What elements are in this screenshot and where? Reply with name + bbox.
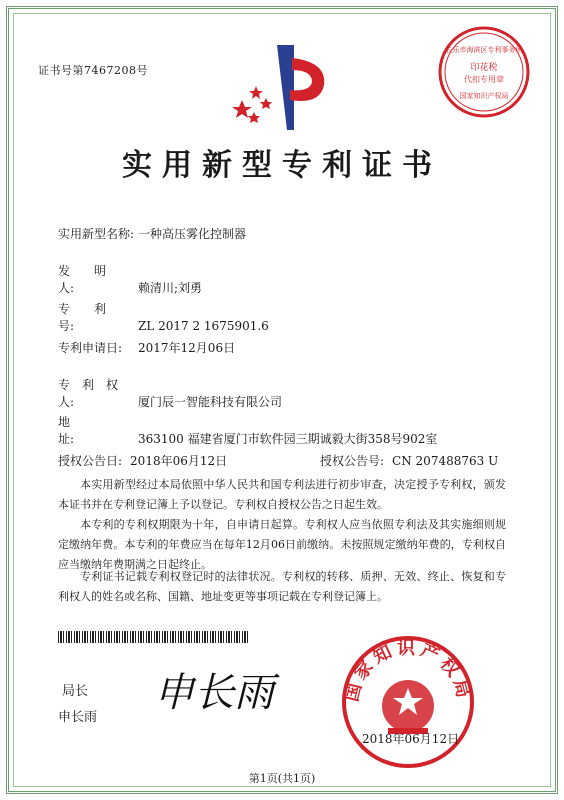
- barcode: [58, 631, 248, 643]
- field-application-date: [58, 339, 235, 356]
- seal-small-line-4: 国家知识产权局: [459, 92, 509, 100]
- field-value: ZL 2017 2 1675901.6: [138, 319, 269, 333]
- director-name: 申长雨: [58, 710, 98, 725]
- cnipa-official-seal: [338, 632, 478, 772]
- grant-number-value: CN 207488763 U: [392, 454, 499, 468]
- seal-small-line-3: 代扣专用章: [464, 75, 504, 84]
- field-label: 专利申请日:: [58, 341, 123, 355]
- field-label: 实用新型名称:: [58, 227, 135, 241]
- director-title: 局长: [62, 684, 89, 699]
- cnipa-logo-icon: [232, 40, 342, 140]
- body-paragraphs-2: [58, 567, 506, 607]
- field-label: 专 利 号:: [58, 302, 131, 333]
- field-value: 厦门辰一智能科技有限公司: [138, 395, 283, 409]
- grant-date-label: 授权公告日:: [58, 454, 123, 468]
- seal-arc-text: 国家知识产权局: [341, 638, 475, 704]
- tax-seal-stamp: [434, 22, 534, 122]
- field-utility-model-name: [58, 225, 246, 242]
- body-paragraphs-1: [58, 475, 506, 575]
- grant-row: [58, 452, 518, 469]
- field-label: 专 利 权 人:: [58, 378, 131, 409]
- field-value: 363100 福建省厦门市软件园三期诚毅大街358号902室: [138, 432, 438, 446]
- field-label: 地 址:: [58, 415, 131, 446]
- field-inventors: [58, 262, 202, 296]
- field-address: [58, 413, 437, 447]
- body-paragraph-term: 本专利的专利权期限为十年，自申请日起算。专利权人应当依照专利法及其实施细则规定缴纳年费。本专利的年费应当在每年12月06日前缴纳。未按照规定缴纳年费的，专利权自应当缴纳年费期满之日起终止。: [58, 518, 506, 571]
- certificate-number: 证书号第7467208号: [38, 64, 148, 77]
- field-value: 一种高压雾化控制器: [138, 227, 247, 241]
- seal-small-line-1: 长乐市海滨区专利事务所: [445, 46, 523, 54]
- seal-small-line-2: 印花税: [470, 63, 498, 73]
- grant-number-label: 授权公告号:: [320, 454, 385, 468]
- svg-text:申长雨: 申长雨: [154, 670, 274, 716]
- field-value: 2017年12月06日: [138, 341, 236, 355]
- field-patent-number: [58, 300, 269, 334]
- body-paragraph-grant: 本实用新型经过本局依照中华人民共和国专利法进行初步审查，决定授予专利权，颁发本证书并在专利登记簿上予以登记。专利权自授权公告之日起生效。: [58, 478, 506, 511]
- certificate-title: 实用新型专利证书: [122, 148, 442, 183]
- grant-date-value: 2018年06月12日: [130, 454, 228, 468]
- seal-date: 2018年06月12日: [362, 732, 460, 746]
- director-signature: [150, 660, 280, 720]
- body-paragraph-legal-status: 专利证书记载专利权登记时的法律状况。专利权的转移、质押、无效、终止、恢复和专利权人的姓名或名称、国籍、地址变更等事项记载在专利登记簿上。: [58, 570, 506, 603]
- field-patentee: [58, 376, 282, 410]
- field-label: 发 明 人:: [58, 264, 131, 295]
- field-value: 赖清川;刘勇: [138, 281, 203, 295]
- page-number: 第1页(共1页): [248, 772, 316, 785]
